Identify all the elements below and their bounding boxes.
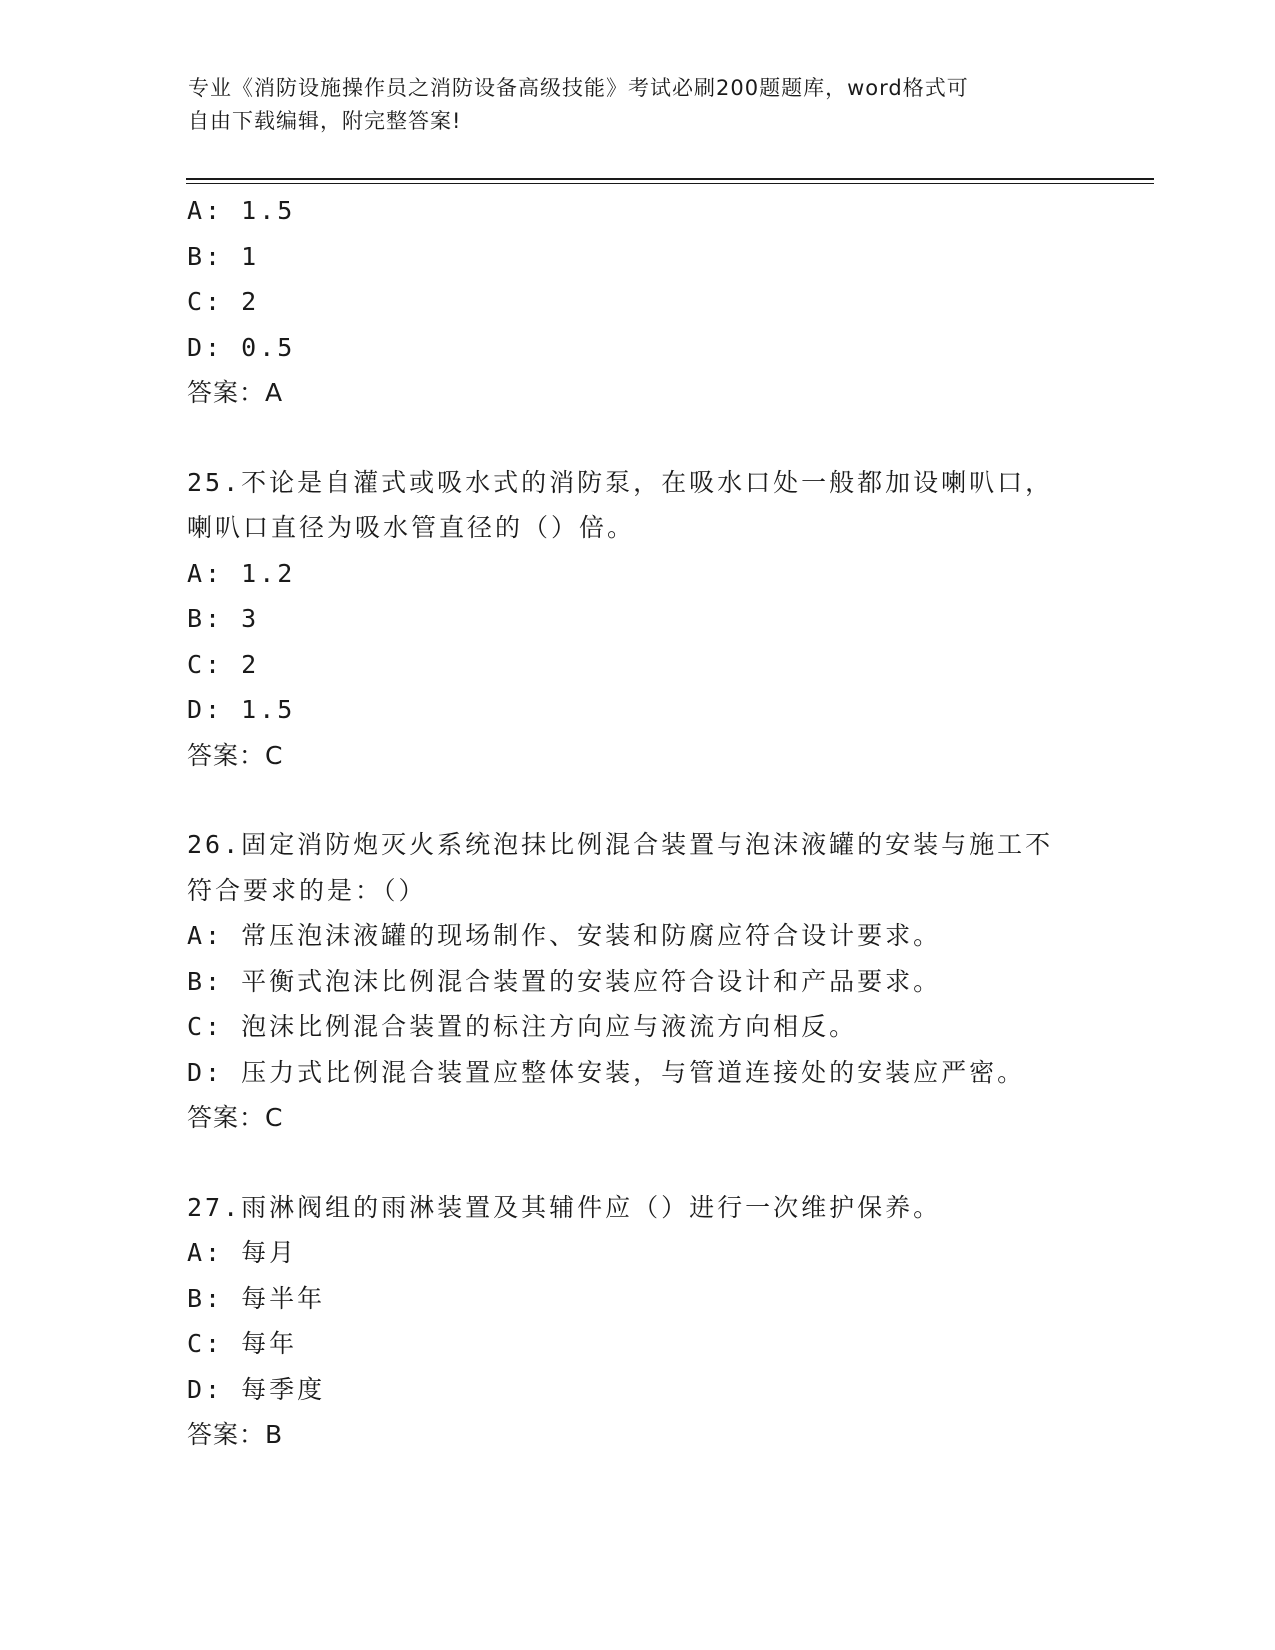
option-b: B: 3 (187, 604, 260, 633)
question-stem: 喇叭口直径为吸水管直径的（）倍。 (187, 513, 636, 542)
option-b: B: 1 (187, 241, 260, 271)
answer-line: 答案：C (187, 740, 284, 770)
question-26 (187, 822, 1147, 1141)
option-c: C: 每年 (187, 1329, 298, 1358)
option-d: D: 每季度 (187, 1374, 326, 1404)
answer-line: 答案：C (187, 1103, 284, 1132)
option-a: A: 1.5 (187, 196, 296, 225)
question-stem: 27.雨淋阀组的雨淋装置及其辅件应（）进行一次维护保养。 (187, 1192, 942, 1222)
question-25 (187, 460, 1147, 779)
option-a: A: 常压泡沫液罐的现场制作、安装和防腐应符合设计要求。 (187, 921, 942, 950)
option-a: A: 每月 (187, 1238, 298, 1267)
option-d: D: 压力式比例混合装置应整体安装，与管道连接处的安装应严密。 (187, 1057, 1026, 1087)
question-stem: 25.不论是自灌式或吸水式的消防泵，在吸水口处一般都加设喇叭口， (187, 467, 1054, 497)
answer-line: 答案：A (187, 378, 284, 407)
answer-line: 答案：B (187, 1420, 284, 1449)
option-a: A: 1.2 (187, 558, 296, 588)
question-list (187, 188, 1147, 1458)
header-line-1: 专业《消防设施操作员之消防设备高级技能》考试必刷200题题库，word格式可 (188, 76, 969, 100)
header-line-2: 自由下载编辑，附完整答案! (188, 109, 462, 133)
option-d: D: 1.5 (187, 695, 296, 724)
question-24-tail (187, 188, 1147, 416)
page-header (188, 72, 1068, 138)
question-stem: 符合要求的是：（） (187, 875, 427, 905)
option-c: C: 2 (187, 649, 260, 679)
option-c: C: 2 (187, 287, 260, 316)
question-stem: 26.固定消防炮灭火系统泡抹比例混合装置与泡沫液罐的安装与施工不 (187, 830, 1054, 859)
option-d: D: 0.5 (187, 332, 296, 362)
option-c: C: 泡沫比例混合装置的标注方向应与液流方向相反。 (187, 1012, 858, 1041)
header-divider (186, 178, 1154, 184)
option-b: B: 每半年 (187, 1283, 326, 1313)
question-27 (187, 1185, 1147, 1458)
option-b: B: 平衡式泡沫比例混合装置的安装应符合设计和产品要求。 (187, 966, 942, 996)
